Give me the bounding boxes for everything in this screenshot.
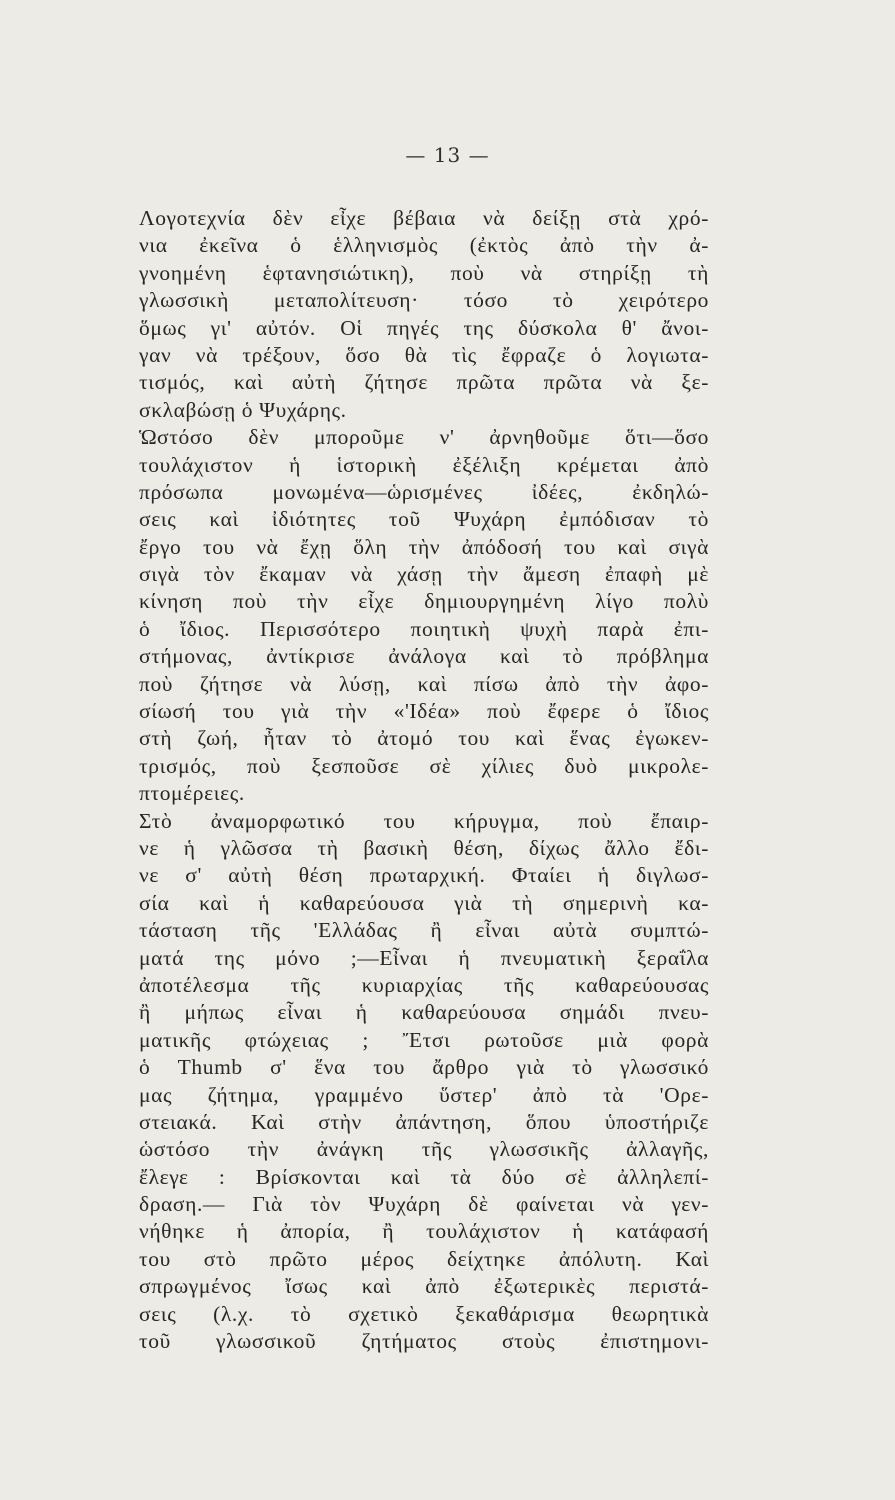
text-line: ὁ Thumb σ' ἕνα του ἄρθρο γιὰ τὸ γλωσσικό [139,1055,709,1080]
text-line: ποὺ ζήτησε νὰ λύσῃ, καὶ πίσω ἀπὸ τὴν ἀφο- [139,671,709,696]
text-line: ἀποτέλεσμα τῆς κυριαρχίας τῆς καθαρεύουσας [139,972,709,997]
text-line: γαν νὰ τρέξουν, ὅσο θὰ τὶς ἔφραζε ὁ λογιωτα- [139,342,709,367]
text-line: ὁ ἴδιος. Περισσότερο ποιητικὴ ψυχὴ παρὰ ἐπι- [139,616,709,641]
text-line: γνοημένη ἑφτανησιώτικη), ποὺ νὰ στηρίξῃ τὴ [139,260,709,285]
text-line: μας ζήτημα, γραμμένο ὕστερ' ἀπὸ τὰ 'Ορε- [139,1082,709,1107]
text-line: ὡστόσο τὴν ἀνάγκη τῆς γλωσσικῆς ἀλλαγῆς, [139,1137,709,1162]
text-line: νε σ' αὐτὴ θέση πρωταρχική. Φταίει ἡ διγλωσ- [139,863,709,888]
text-line: σιγὰ τὸν ἔκαμαν νὰ χάσῃ τὴν ἄμεση ἐπαφὴ μὲ [139,562,709,587]
text-line: σεις καὶ ἰδιότητες τοῦ Ψυχάρη ἐμπόδισαν τὸ [139,507,709,532]
text-line: τάσταση τῆς 'Ελλάδας ἢ εἶναι αὐτὰ συμπτώ- [139,918,709,943]
text-line: δραση.— Γιὰ τὸν Ψυχάρη δὲ φαίνεται νὰ γεν- [139,1192,709,1217]
text-line: στὴ ζωή, ἦταν τὸ ἀτομό του καὶ ἕνας ἐγωκεν- [139,726,709,751]
text-line: σίωσή του γιὰ τὴν «'Ιδέα» ποὺ ἔφερε ὁ ἴδιος [139,699,709,724]
text-line: τρισμός, ποὺ ξεσποῦσε σὲ χίλιες δυὸ μικρολε- [139,753,709,778]
text-line: στήμονας, ἀντίκρισε ἀνάλογα καὶ τὸ πρόβλημα [139,644,709,669]
text-line: ἢ μήπως εἶναι ἡ καθαρεύουσα σημάδι πνευ- [139,1000,709,1025]
text-line: νήθηκε ἡ ἀπορία, ἢ τουλάχιστον ἡ κατάφασή [139,1219,709,1244]
text-line: Λογοτεχνία δὲν εἶχε βέβαια νὰ δείξῃ στὰ χρό- [139,206,709,230]
text-line: τοῦ γλωσσικοῦ ζητήματος στοὺς ἐπιστημονι- [139,1329,709,1354]
text-line: πτομέρειες. [139,781,245,806]
text-line: νε ἡ γλῶσσα τὴ βασικὴ θέση, δίχως ἄλλο ἔδι- [139,835,709,860]
text-line: σεις (λ.χ. τὸ σχετικὸ ξεκαθάρισμα θεωρητικὰ [139,1301,709,1326]
text-line: ματά της μόνο ;—Εἶναι ἡ πνευματικὴ ξεραΐλα [139,945,709,970]
text-line: τισμός, καὶ αὐτὴ ζήτησε πρῶτα πρῶτα νὰ ξε- [139,370,709,395]
text-line: γλωσσικὴ μεταπολίτευση· τόσο τὸ χειρότερο [139,288,709,313]
text-line: Ὡστόσο δὲν μποροῦμε ν' ἀρνηθοῦμε ὅτι—ὅσο [139,425,709,450]
text-line: στειακά. Καὶ στὴν ἀπάντηση, ὅπου ὑποστήριζε [139,1109,709,1134]
text-line: ὅμως γι' αὐτόν. Οἱ πηγές της δύσκολα θ' ἄνοι- [139,315,709,340]
text-line: σία καὶ ἡ καθαρεύουσα γιὰ τὴ σημερινὴ κα- [139,890,709,915]
text-line: ἔργο του νὰ ἔχῃ ὅλη τὴν ἀπόδοσή του καὶ σιγὰ [139,534,709,559]
body-text [139,205,709,1355]
text-line: του στὸ πρῶτο μέρος δείχτηκε ἀπόλυτη. Καὶ [139,1246,709,1271]
text-line: ἔλεγε : Βρίσκονται καὶ τὰ δύο σὲ ἀλληλεπί- [139,1164,709,1189]
text-line: κίνηση ποὺ τὴν εἶχε δημιουργημένη λίγο πολὺ [139,589,709,614]
text-line: ματικῆς φτώχειας ; Ἔτσι ρωτοῦσε μιὰ φορὰ [139,1027,709,1052]
text-line: σκλαβώσῃ ὁ Ψυχάρης. [139,397,347,422]
text-line: σπρωγμένος ἴσως καὶ ἀπὸ ἐξωτερικὲς περιστά- [139,1274,709,1299]
text-line: Στὸ ἀναμορφωτικό του κήρυγμα, ποὺ ἔπαιρ- [139,808,709,833]
text-line: τουλάχιστον ἡ ἱστορικὴ ἐξέλιξη κρέμεται ἀπὸ [139,452,709,477]
page-number: — 13 — [405,143,490,167]
text-line: νια ἐκεῖνα ὁ ἑλληνισμὸς (ἐκτὸς ἀπὸ τὴν ἀ- [139,233,709,258]
text-line: πρόσωπα μονωμένα—ὡρισμένες ἰδέες, ἐκδηλώ- [139,479,709,504]
